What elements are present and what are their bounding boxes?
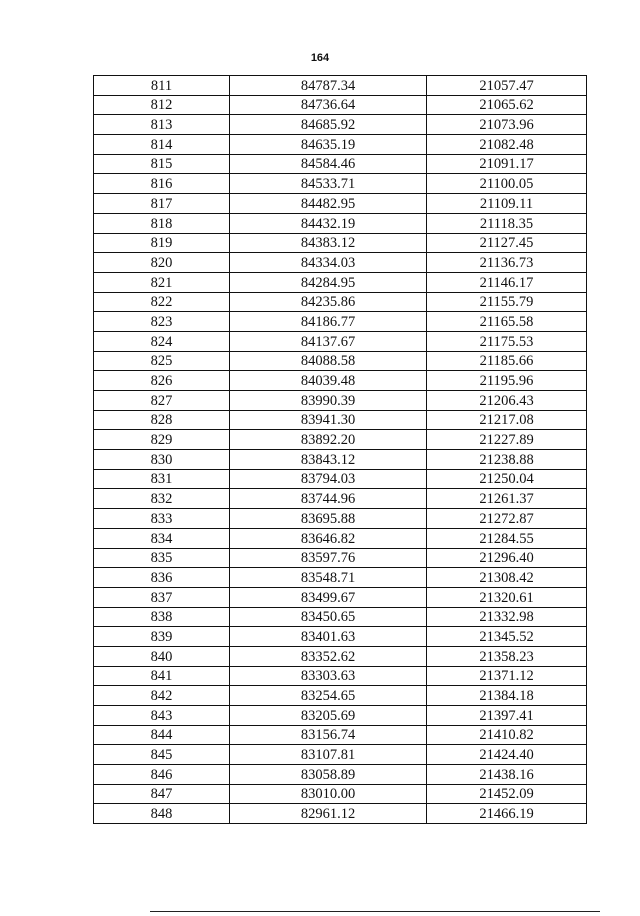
value-b-cell: 21057.47 [427, 76, 587, 96]
value-b-cell: 21206.43 [427, 391, 587, 411]
value-b-cell: 21296.40 [427, 548, 587, 568]
value-a-cell: 83695.88 [230, 509, 427, 529]
value-b-cell: 21217.08 [427, 410, 587, 430]
table-row [94, 95, 587, 115]
table-row [94, 410, 587, 430]
value-a-cell: 83010.00 [230, 784, 427, 804]
value-a-cell: 84334.03 [230, 253, 427, 273]
value-b-cell: 21345.52 [427, 627, 587, 647]
value-a-cell: 84284.95 [230, 272, 427, 292]
table-row [94, 391, 587, 411]
value-b-cell: 21136.73 [427, 253, 587, 273]
value-a-cell: 83794.03 [230, 469, 427, 489]
row-number-cell: 846 [94, 765, 230, 785]
table-row [94, 351, 587, 371]
table-row [94, 607, 587, 627]
value-b-cell: 21284.55 [427, 528, 587, 548]
row-number-cell: 837 [94, 587, 230, 607]
row-number-cell: 825 [94, 351, 230, 371]
value-b-cell: 21438.16 [427, 765, 587, 785]
row-number-cell: 830 [94, 450, 230, 470]
table-row [94, 745, 587, 765]
footer-rule [150, 911, 600, 912]
table-row [94, 706, 587, 726]
value-a-cell: 83156.74 [230, 725, 427, 745]
value-b-cell: 21073.96 [427, 115, 587, 135]
table-row [94, 213, 587, 233]
value-a-cell: 84685.92 [230, 115, 427, 135]
table-row [94, 509, 587, 529]
row-number-cell: 828 [94, 410, 230, 430]
value-b-cell: 21410.82 [427, 725, 587, 745]
value-a-cell: 83450.65 [230, 607, 427, 627]
value-b-cell: 21424.40 [427, 745, 587, 765]
value-b-cell: 21155.79 [427, 292, 587, 312]
value-a-cell: 84736.64 [230, 95, 427, 115]
row-number-cell: 824 [94, 331, 230, 351]
value-a-cell: 84186.77 [230, 312, 427, 332]
table-row [94, 253, 587, 273]
value-a-cell: 84432.19 [230, 213, 427, 233]
table-row [94, 784, 587, 804]
row-number-cell: 816 [94, 174, 230, 194]
value-b-cell: 21175.53 [427, 331, 587, 351]
table-row [94, 76, 587, 96]
row-number-cell: 817 [94, 194, 230, 214]
value-b-cell: 21127.45 [427, 233, 587, 253]
value-b-cell: 21332.98 [427, 607, 587, 627]
value-a-cell: 83205.69 [230, 706, 427, 726]
coordinates-table [93, 75, 587, 824]
row-number-cell: 831 [94, 469, 230, 489]
value-a-cell: 83401.63 [230, 627, 427, 647]
value-b-cell: 21371.12 [427, 666, 587, 686]
row-number-cell: 842 [94, 686, 230, 706]
table-row [94, 587, 587, 607]
value-b-cell: 21452.09 [427, 784, 587, 804]
table-row [94, 765, 587, 785]
table-row [94, 804, 587, 824]
value-b-cell: 21146.17 [427, 272, 587, 292]
value-a-cell: 83254.65 [230, 686, 427, 706]
value-b-cell: 21272.87 [427, 509, 587, 529]
row-number-cell: 847 [94, 784, 230, 804]
value-b-cell: 21065.62 [427, 95, 587, 115]
row-number-cell: 834 [94, 528, 230, 548]
value-a-cell: 84039.48 [230, 371, 427, 391]
row-number-cell: 815 [94, 154, 230, 174]
value-a-cell: 84235.86 [230, 292, 427, 312]
value-b-cell: 21261.37 [427, 489, 587, 509]
value-b-cell: 21082.48 [427, 135, 587, 155]
row-number-cell: 813 [94, 115, 230, 135]
row-number-cell: 818 [94, 213, 230, 233]
table-row [94, 233, 587, 253]
table-row [94, 292, 587, 312]
value-b-cell: 21227.89 [427, 430, 587, 450]
value-a-cell: 83499.67 [230, 587, 427, 607]
value-a-cell: 83843.12 [230, 450, 427, 470]
row-number-cell: 832 [94, 489, 230, 509]
row-number-cell: 839 [94, 627, 230, 647]
value-b-cell: 21091.17 [427, 154, 587, 174]
table-row [94, 528, 587, 548]
row-number-cell: 836 [94, 568, 230, 588]
row-number-cell: 812 [94, 95, 230, 115]
value-b-cell: 21250.04 [427, 469, 587, 489]
value-a-cell: 83646.82 [230, 528, 427, 548]
row-number-cell: 833 [94, 509, 230, 529]
value-a-cell: 83990.39 [230, 391, 427, 411]
value-b-cell: 21100.05 [427, 174, 587, 194]
table-row [94, 469, 587, 489]
value-b-cell: 21320.61 [427, 587, 587, 607]
table-row [94, 174, 587, 194]
row-number-cell: 814 [94, 135, 230, 155]
table-row [94, 666, 587, 686]
table-row [94, 725, 587, 745]
value-a-cell: 83744.96 [230, 489, 427, 509]
value-a-cell: 84088.58 [230, 351, 427, 371]
table-row [94, 371, 587, 391]
table-row [94, 489, 587, 509]
value-a-cell: 84635.19 [230, 135, 427, 155]
table-row [94, 154, 587, 174]
page-number: 164 [310, 52, 330, 64]
value-b-cell: 21109.11 [427, 194, 587, 214]
table-row [94, 331, 587, 351]
table-row [94, 194, 587, 214]
row-number-cell: 811 [94, 76, 230, 96]
row-number-cell: 821 [94, 272, 230, 292]
table-row [94, 430, 587, 450]
value-b-cell: 21308.42 [427, 568, 587, 588]
row-number-cell: 838 [94, 607, 230, 627]
value-a-cell: 84482.95 [230, 194, 427, 214]
value-a-cell: 84787.34 [230, 76, 427, 96]
value-a-cell: 83548.71 [230, 568, 427, 588]
value-b-cell: 21397.41 [427, 706, 587, 726]
value-b-cell: 21238.88 [427, 450, 587, 470]
value-a-cell: 84533.71 [230, 174, 427, 194]
table-row [94, 115, 587, 135]
row-number-cell: 840 [94, 646, 230, 666]
row-number-cell: 819 [94, 233, 230, 253]
row-number-cell: 827 [94, 391, 230, 411]
value-b-cell: 21466.19 [427, 804, 587, 824]
row-number-cell: 823 [94, 312, 230, 332]
row-number-cell: 845 [94, 745, 230, 765]
value-a-cell: 84137.67 [230, 331, 427, 351]
row-number-cell: 822 [94, 292, 230, 312]
table-row [94, 450, 587, 470]
value-a-cell: 82961.12 [230, 804, 427, 824]
value-b-cell: 21185.66 [427, 351, 587, 371]
table-row [94, 627, 587, 647]
value-a-cell: 83597.76 [230, 548, 427, 568]
value-a-cell: 83303.63 [230, 666, 427, 686]
table-row [94, 135, 587, 155]
value-a-cell: 83941.30 [230, 410, 427, 430]
value-b-cell: 21195.96 [427, 371, 587, 391]
table-row [94, 312, 587, 332]
table-row [94, 686, 587, 706]
table-row [94, 646, 587, 666]
value-a-cell: 84383.12 [230, 233, 427, 253]
value-a-cell: 83058.89 [230, 765, 427, 785]
value-b-cell: 21384.18 [427, 686, 587, 706]
table-row [94, 272, 587, 292]
row-number-cell: 843 [94, 706, 230, 726]
row-number-cell: 820 [94, 253, 230, 273]
row-number-cell: 848 [94, 804, 230, 824]
table-row [94, 548, 587, 568]
table-row [94, 568, 587, 588]
value-a-cell: 83107.81 [230, 745, 427, 765]
value-b-cell: 21358.23 [427, 646, 587, 666]
table-body [94, 76, 587, 824]
row-number-cell: 829 [94, 430, 230, 450]
value-b-cell: 21118.35 [427, 213, 587, 233]
value-a-cell: 84584.46 [230, 154, 427, 174]
value-a-cell: 83892.20 [230, 430, 427, 450]
value-b-cell: 21165.58 [427, 312, 587, 332]
value-a-cell: 83352.62 [230, 646, 427, 666]
row-number-cell: 841 [94, 666, 230, 686]
row-number-cell: 835 [94, 548, 230, 568]
row-number-cell: 844 [94, 725, 230, 745]
row-number-cell: 826 [94, 371, 230, 391]
